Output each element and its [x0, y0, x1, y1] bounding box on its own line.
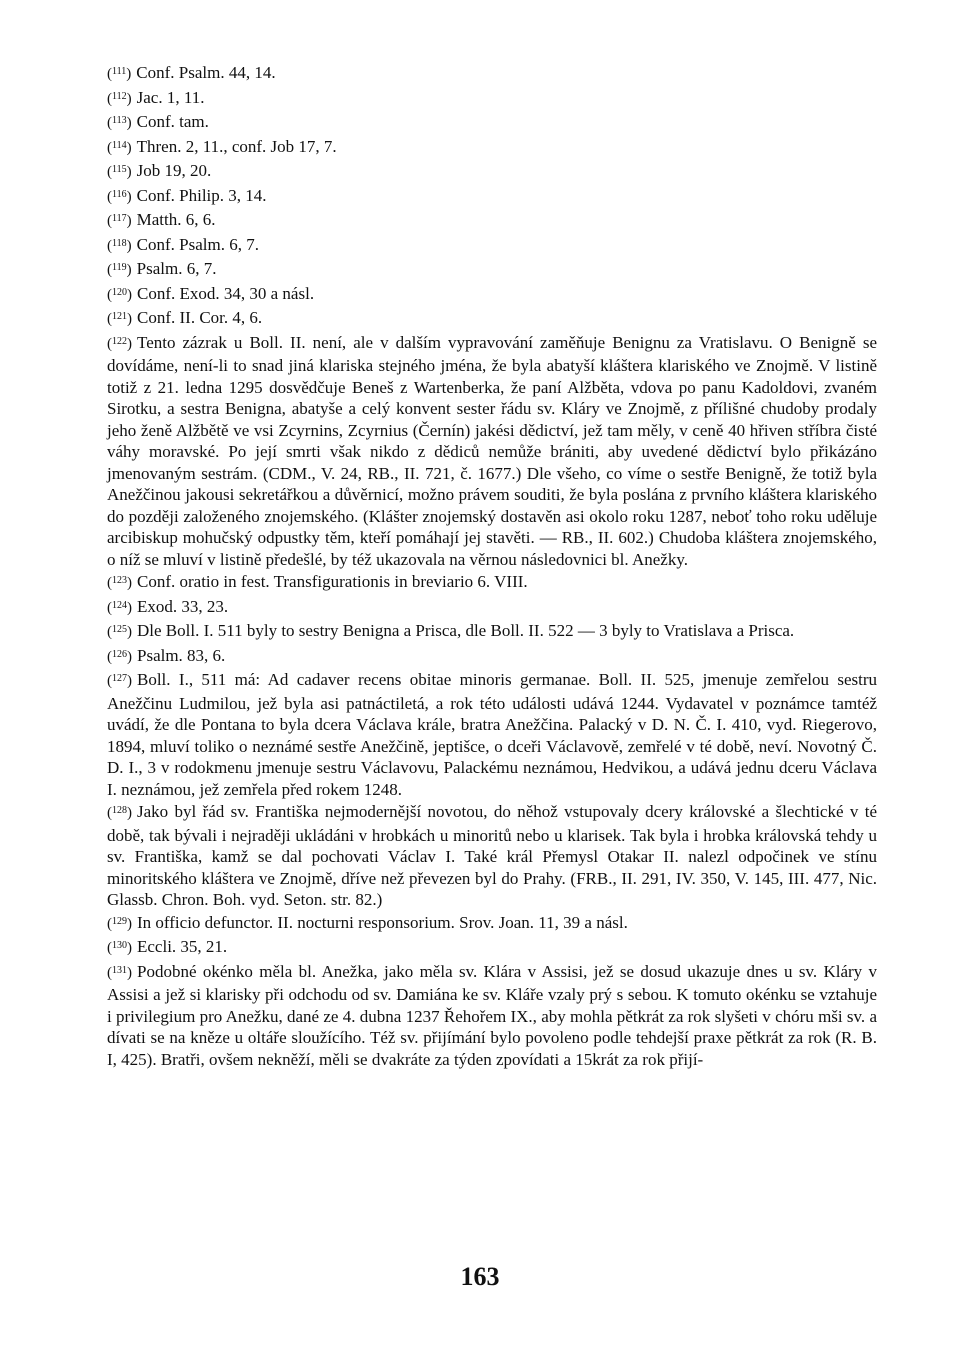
footnote [107, 331, 877, 571]
footnote-number: ($^{129}$) [107, 915, 132, 932]
footnote-text: Thren. 2, 11., conf. Job 17, 7. [136, 136, 337, 156]
footnote-text: Boll. I., 511 má: Ad cadaver recens obitae minoris germanae. Boll. II. 525, jmenuje zemřelou sestru Anežčinu Ludmilou, jež byla asi patnáctiletá, a rok této události udává 1244. Vydavatel v poznámce tamtéž uvádí, že dle Pontana to byla dcera Václava krále, bratra Anežčina. Palacký v D. N. Č. I. 410, vyd. Riegerovo, 1894, mluví toliko o neznámé sestře Anežčině, jeptišce, o dceři Václavově, zemřelé v té době, neví. Novotný Č. D. I., 3 v rodokmenu jmenuje sestru Václavovu, Palackému neznámou, Hedvikou, a udává jednu dceru Václava I. neznámou, jež zemřela před rokem 1248. [107, 670, 877, 799]
footnote-text: Conf. oratio in fest. Transfigurationis in breviario 6. VIII. [137, 572, 528, 591]
footnote-text: Dle Boll. I. 511 byly to sestry Benigna a Prisca, dle Boll. II. 522 — 3 byly to Vratislava a Prisca. [137, 621, 795, 640]
footnote-number: ($^{113}$) [107, 115, 132, 131]
footnote-text: Conf. II. Cor. 4, 6. [137, 308, 263, 327]
footnotes-block [107, 61, 877, 1070]
footnote-text: Podobné okénko měla bl. Anežka, jako měla sv. Klára v Assisi, jež se dosud ukazuje dnes u sv. Kláry v Assisi a jež si klarisky při odchodu od sv. Damiána ke sv. Kláře vzaly prý s sebou. K tomuto okénku se vztahuje i privilegium pro Anežku, dané ze 4. dubna 1237 Řehořem IX., aby mohla pětkrát za rok slyšeti v chóru mši sv. a dívati se na kněze u oltáře sloužícího. Též sv. přijímání bylo povoleno podle tehdejší praxe pětkrát za rok (R. B. I, 425). Bratři, ovšem nekněží, měli se dvakráte za týden zpovídati a 15krát za rok přijí- [107, 961, 877, 1069]
footnote [107, 282, 877, 307]
footnote-text: Conf. Philip. 3, 14. [136, 185, 267, 205]
footnote-text: Conf. Psalm. 6, 7. [136, 234, 259, 254]
footnote-text: Psalm. 6, 7. [136, 259, 217, 278]
footnote-number: ($^{122}$) [107, 335, 132, 352]
footnote [107, 86, 877, 111]
footnote [107, 960, 877, 1071]
footnote [107, 208, 877, 233]
footnote-text: Conf. tam. [136, 112, 209, 131]
footnote-text: Conf. Psalm. 44, 14. [136, 63, 276, 82]
footnote-number: ($^{130}$) [107, 940, 132, 956]
footnote-number: ($^{120}$) [107, 286, 132, 303]
footnote-number: ($^{128}$) [107, 805, 132, 821]
footnote-text: Tento zázrak u Boll. II. není, ale v dalším vypravování zaměňuje Benignu za Vratislavu. O Benigně se dovídáme, není-li to snad jiná klariska stejného jména, že byla abatyší kláštera klariského ve Znojmě. V listině totiž z 21. ledna 1295 dosvědčuje Beneš z Wartenberka, že paní Alžběta, vdova po panu Kadoldovi, zvaném Sirotku, a sestra Benigna, abatyše a celý konvent sester řádu sv. Kláry ve Znojmě, z přílišné chudoby prodaly jeho ženě Alžbětě ve vsi Zcyrnins, Zcyrnius (Černín) jakési dědictví, jež tam měly, v ceně 40 hřiven stříbra čisté váhy moravské. Po její smrti však nikdo z dědiců nemůže brániti, aby uvedené dědictví bylo přikázáno jmenovaným sestrám. (CDM., V. 24, RB., II. 721, č. 1677.) Dle všeho, co víme o sestře Benigně, že totiž byla Anežčinou jakousi sekretářkou a důvěrnicí, možno právem souditi, že byla poslána z prvního kláštera klariského do později založeného znojemského. (Klášter znojemský dostavěn asi okolo roku 1287, neboť toho roku uděluje arcibiskup mohučský odpustky těm, kteří pomáhají jej stavěti. — RB., II. 602.) Chudoba kláštera znojemského, o níž se mluví v listině předešlé, by též ukazovala na věrnou následovnici bl. Anežky. [107, 332, 877, 569]
footnote [107, 935, 877, 960]
footnote [107, 110, 877, 135]
footnote [107, 570, 877, 595]
footnote [107, 61, 877, 86]
footnote [107, 257, 877, 282]
footnote-number: ($^{123}$) [107, 575, 132, 591]
page-number: 163 [460, 1262, 500, 1291]
footnote-number: ($^{127}$) [107, 673, 132, 689]
footnote [107, 668, 877, 800]
footnote [107, 159, 877, 184]
footnote-number: ($^{118}$) [107, 237, 132, 254]
footnote-text: Matth. 6, 6. [136, 210, 216, 229]
footnote-text: In officio defunctor. II. nocturni responsorium. Srov. Joan. 11, 39 a násl. [137, 912, 628, 932]
footnote-number: ($^{116}$) [107, 188, 132, 205]
footnote [107, 800, 877, 911]
footnote-number: ($^{125}$) [107, 624, 132, 640]
footnote-text: Eccli. 35, 21. [137, 937, 228, 956]
footnote [107, 595, 877, 620]
footnote [107, 135, 877, 160]
footnote-text: Conf. Exod. 34, 30 a násl. [137, 283, 315, 303]
footnote [107, 184, 877, 209]
footnote-number: ($^{121}$) [107, 311, 132, 327]
footnote-text: Psalm. 83, 6. [137, 645, 226, 665]
footnote-number: ($^{115}$) [107, 164, 132, 180]
footnote-number: ($^{124}$) [107, 599, 132, 616]
footnote-number: ($^{131}$) [107, 964, 132, 981]
footnote-text: Job 19, 20. [136, 161, 212, 180]
footnote-text: Jac. 1, 11. [136, 87, 205, 107]
footnote-number: ($^{111}$) [107, 66, 132, 82]
footnote [107, 911, 877, 936]
footnote-number: ($^{126}$) [107, 648, 132, 665]
footnote-number: ($^{114}$) [107, 139, 132, 156]
footnote-number: ($^{112}$) [107, 90, 132, 107]
footnote [107, 306, 877, 331]
footnote-number: ($^{119}$) [107, 262, 132, 278]
footnote [107, 619, 877, 644]
footnote [107, 644, 877, 669]
footnote-text: Jako byl řád sv. Františka nejmodernější novotou, do něhož vstupovaly dcery královské a šlechtické v té době, tak bývali i nejraději ukládáni v hrobkách u minoritů nebo u klarisek. Tak byla i hrobka královská tehdy u sv. Františka, kamž se dal pochovati Václav I. Také král Přemysl Otakar II. nalezl odpočinek ve stínu minoritského kláštera ve Znojmě, dříve než převezen byl do Prahy. (FRB., II. 291, IV. 350, V. 145, III. 477, Nic. Glassb. Chron. Boh. vyd. Seton. str. 82.) [107, 802, 877, 909]
footnote [107, 233, 877, 258]
footnote-text: Exod. 33, 23. [137, 596, 229, 616]
footnote-number: ($^{117}$) [107, 213, 132, 229]
